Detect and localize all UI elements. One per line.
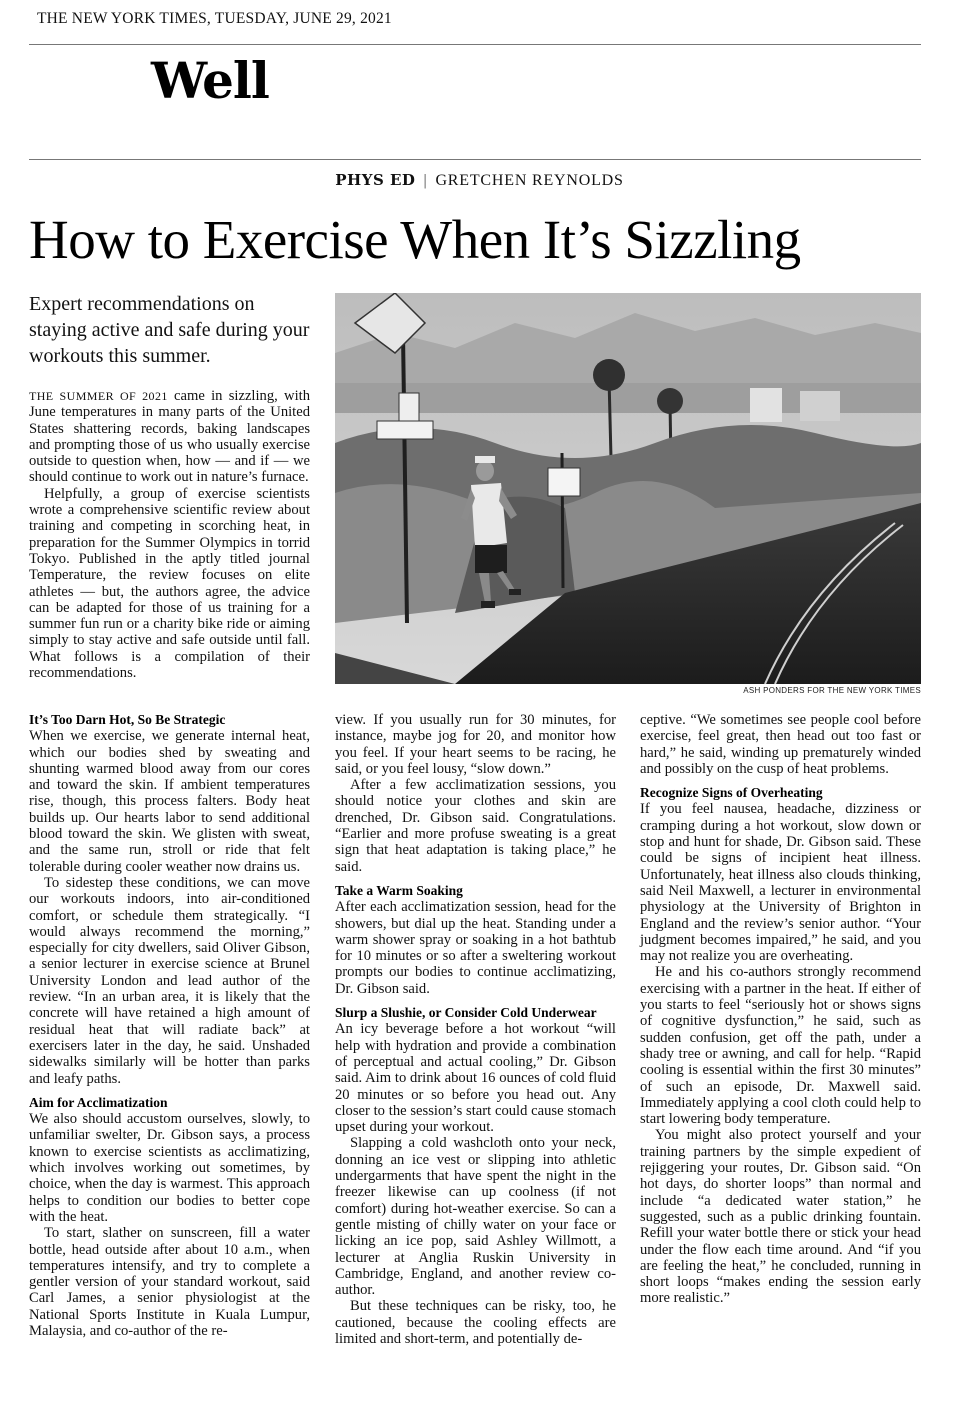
kicker-separator: | xyxy=(423,172,428,189)
paragraph: But these techniques can be risky, too, he cautioned, because the cooling effects are limited and short-term, and potentially de- xyxy=(335,1298,616,1347)
top-rule xyxy=(29,44,921,45)
subhead: Aim for Acclimatization xyxy=(29,1094,168,1110)
paragraph xyxy=(29,388,310,486)
subhead: Slurp a Slushie, or Consider Cold Underwear xyxy=(335,1005,597,1021)
article-column-1 xyxy=(29,712,310,1339)
paragraph: To sidestep these conditions, we can move our workouts indoors, into air-conditioned comfort, or schedule them strategically. “I would always recommend the morning,” especially for city dwellers, said Oliver Gibson, a senior lecturer in exercise science at Brunel University London and lead author of the review. “In an urban area, it is likely that the concrete will have retained a high amount of residual heat that will radiate back” at exercisers later in the day, he said. Unshaded sidewalks similarly will be hotter than parks and leafy paths. xyxy=(29,874,310,1087)
paragraph: If you feel nausea, headache, dizziness or cramping during a hot workout, slow down or stop and hunt for shade, Dr. Gibson said. These could be signs of incipient heat illness. Unfortunately, heat illness also clouds thinking, said Neil Maxwell, a lecturer in environmental physiology at the University of Brighton in England and the review’s senior author. “Your judgment becomes impaired,” he said, and you may not realize you are overheating. xyxy=(640,801,921,965)
masthead-dateline: THE NEW YORK TIMES, TUESDAY, JUNE 29, 2021 xyxy=(37,10,392,27)
article-column-3 xyxy=(640,712,921,1307)
section-logo: Well xyxy=(151,51,269,110)
paragraph: You might also protect yourself and your training partners by the simple expedient of rejiggering your routes, Dr. Gibson said. “On hot days, do shorter loops” than normal and include “a dedicated water station,” he suggested, such as a public drinking fountain. Refill your water bottle there or stick your head under the flow each time around. And “if you are feeling the heat,” he concluded, running in short loops “makes ending the session early more realistic.” xyxy=(640,1127,921,1307)
column-rubric: PHYS ED xyxy=(335,171,416,189)
byline: GRETCHEN REYNOLDS xyxy=(435,172,624,189)
lead-in-caps: THE SUMMER OF 2021 xyxy=(29,389,168,403)
paragraph: Helpfully, a group of exercise scientists wrote a comprehensive scientific review about training and competing in scorching heat, in preparation for the Summer Olympics in torrid Tokyo. Published in the aptly titled journal Temperature, the review focuses on elite athletes — but, the authors agree, the advice can be adapted for those of us training for a summer fun run or a charity bike ride or aiming simply to stay active and safe outside until fall. What follows is a compilation of their recommendations. xyxy=(29,485,310,682)
paragraph: To start, slather on sunscreen, fill a water bottle, head outside after about 10 a.m., when temperatures intensify, and try to complete a gentler version of your standard workout, said Carl James, a senior physiologist at the National Sports Institute in Kuala Lumpur, Malaysia, and co-author of the re- xyxy=(29,1225,310,1339)
paragraph: When we exercise, we generate internal heat, which our bodies shed by sweating and shunting warmed blood away from our cores and toward the skin. If ambient temperatures rise, though, this process falters. Body heat builds up. Our hearts labor to send additional blood toward the skin. We glisten with sweat, and the same run, stroll or ride that felt tolerable during cooler weather now drains us. xyxy=(29,728,310,875)
deck: Expert recommendations on staying active and safe during your workouts this summer. xyxy=(29,293,310,367)
paragraph: He and his co-authors strongly recommend exercising with a partner in the heat. If either of you starts to feel “seriously hot or shows signs of cognitive dysfunction,” he said, such as sudden confusion, get off the path, under a shady tree or awning, and call for help. “Rapid cooling is essential within the first 30 minutes” of such an episode, Dr. Maxwell said. Immediately applying a cool cloth could help to start lowering body temperature. xyxy=(640,964,921,1128)
paragraph: ceptive. “We sometimes see people cool before exercise, feel great, then head out too fast or hard,” he said, winding up prematurely winded and possibly on the cusp of heat problems. xyxy=(640,712,921,777)
headline: How to Exercise When It’s Sizzling xyxy=(29,209,801,270)
photo-credit: ASH PONDERS FOR THE NEW YORK TIMES xyxy=(743,686,921,695)
article-column-2 xyxy=(335,712,616,1347)
section-rule xyxy=(29,159,921,160)
paragraph: An icy beverage before a hot workout “will help with hydration and provide a combination of perceptual and actual cooling,” Dr. Gibson said. Aim to drink about 16 ounces of cold fluid 20 minutes or so before you head out. Any closer to the session’s start could cause stomach upset during your workout. xyxy=(335,1021,616,1136)
article-photo xyxy=(335,293,921,684)
paragraph: After a few acclimatization sessions, you should notice your clothes and skin are drenched, Dr. Gibson said. Congratulations. “Earlier and more profuse sweating is a great sign that heat adaptation is taking place,” he said. xyxy=(335,777,616,875)
paragraph: After each acclimatization session, head for the showers, but dial up the heat. Standing under a warm shower spray or soaking in a hot bathtub for 10 minutes or so after a sweltering workout prompts our bodies to continue acclimatizing, Dr. Gibson said. xyxy=(335,899,616,997)
kicker xyxy=(0,171,959,190)
paragraph: We also should accustom ourselves, slowly, to unfamiliar swelter, Dr. Gibson says, a process known to exercise scientists as acclimatizing, which involves working out sometimes, by choice, when the day is warmest. This approach helps to condition our bodies to better cope with the heat. xyxy=(29,1111,310,1225)
runner-on-road-photo xyxy=(335,293,921,684)
subhead: Recognize Signs of Overheating xyxy=(640,785,823,801)
article-column-1-top xyxy=(29,388,310,681)
paragraph: Slapping a cold washcloth onto your neck, donning an ice vest or slipping into athletic undergarments that have spent the night in the freezer likewise can up coolness (if not comfort) during hot-weather exercise. So can a gentle misting of chilly water on your face or licking an ice pop, said Ashley Willmott, a lecturer at Anglia Ruskin University in Cambridge, England, and another review co-author. xyxy=(335,1135,616,1299)
lead-text: came in sizzling, with June temperatures in many parts of the United States shattering records, baking landscapes and prompting those of us who usually exercise outside to question when, how — and if — we should continue to work out in nature’s furnace. xyxy=(29,388,310,486)
paragraph: view. If you usually run for 30 minutes, for instance, maybe jog for 20, and monitor how you feel. If your heart seems to be racing, he said, or you feel lousy, “slow down.” xyxy=(335,712,616,777)
subhead: Take a Warm Soaking xyxy=(335,882,463,898)
subhead: It’s Too Darn Hot, So Be Strategic xyxy=(29,712,226,727)
